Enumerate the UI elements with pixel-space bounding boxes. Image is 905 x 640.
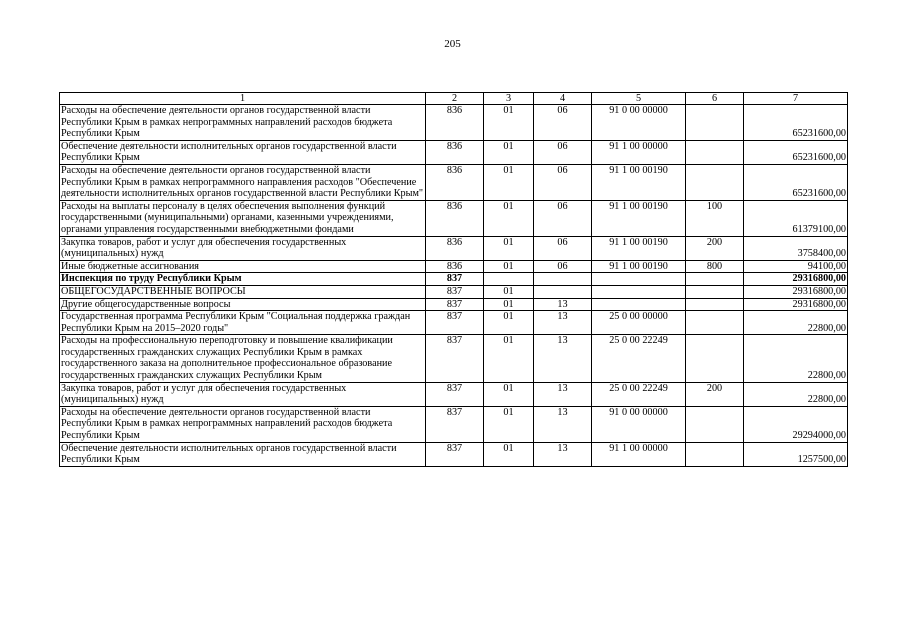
row-amount: 22800,00 [744,382,848,406]
row-target-article: 25 0 00 22249 [592,382,686,406]
row-amount: 3758400,00 [744,236,848,260]
row-section-code [484,273,534,286]
header-cell-7: 7 [744,93,848,105]
row-amount: 65231600,00 [744,105,848,141]
table-row [60,140,848,164]
table-row [60,285,848,298]
row-ministry-code: 837 [426,273,484,286]
row-ministry-code: 837 [426,382,484,406]
table-row [60,335,848,382]
row-expense-type [686,273,744,286]
row-section-code: 01 [484,236,534,260]
row-target-article: 91 1 00 00190 [592,200,686,236]
row-expense-type [686,406,744,442]
row-name: ОБЩЕГОСУДАРСТВЕННЫЕ ВОПРОСЫ [60,285,426,298]
row-section-code: 01 [484,442,534,466]
table-row [60,406,848,442]
row-section-code: 01 [484,200,534,236]
row-expense-type [686,335,744,382]
row-section-code: 01 [484,285,534,298]
row-expense-type [686,311,744,335]
row-amount: 94100,00 [744,260,848,273]
row-expense-type [686,105,744,141]
table-row [60,273,848,286]
row-expense-type: 100 [686,200,744,236]
table-row [60,260,848,273]
row-section-code: 01 [484,406,534,442]
row-target-article [592,285,686,298]
row-section-code: 01 [484,382,534,406]
row-expense-type [686,140,744,164]
row-amount: 22800,00 [744,311,848,335]
page-number: 205 [444,38,461,50]
row-section-code: 01 [484,105,534,141]
row-amount: 65231600,00 [744,140,848,164]
row-subsection-code: 06 [534,140,592,164]
row-section-code: 01 [484,311,534,335]
row-name: Другие общегосударственные вопросы [60,298,426,311]
row-subsection-code: 06 [534,105,592,141]
row-section-code: 01 [484,335,534,382]
row-target-article: 25 0 00 00000 [592,311,686,335]
row-target-article: 91 1 00 00190 [592,236,686,260]
row-subsection-code: 06 [534,200,592,236]
row-subsection-code: 13 [534,406,592,442]
row-name: Обеспечение деятельности исполнительных органов государственной власти Республики Крым [60,442,426,466]
row-amount: 29294000,00 [744,406,848,442]
row-target-article: 91 0 00 00000 [592,406,686,442]
row-target-article: 25 0 00 22249 [592,335,686,382]
row-name: Иные бюджетные ассигнования [60,260,426,273]
table-row [60,200,848,236]
row-expense-type [686,285,744,298]
row-section-code: 01 [484,164,534,200]
row-name: Расходы на обеспечение деятельности органов государственной власти Республики Крым в рамках непрограммных направлений расходов бюджета Республики Крым [60,105,426,141]
row-name: Обеспечение деятельности исполнительных органов государственной власти Республики Крым [60,140,426,164]
row-target-article: 91 1 00 00000 [592,140,686,164]
row-amount: 1257500,00 [744,442,848,466]
row-expense-type [686,298,744,311]
row-ministry-code: 837 [426,442,484,466]
row-target-article: 91 1 00 00190 [592,260,686,273]
row-target-article: 91 1 00 00190 [592,164,686,200]
row-ministry-code: 836 [426,164,484,200]
header-cell-1: 1 [60,93,426,105]
row-subsection-code [534,273,592,286]
row-expense-type [686,442,744,466]
table-row [60,298,848,311]
row-ministry-code: 837 [426,311,484,335]
row-section-code: 01 [484,140,534,164]
header-row [60,93,848,105]
row-amount: 29316800,00 [744,298,848,311]
row-ministry-code: 837 [426,335,484,382]
row-ministry-code: 836 [426,200,484,236]
table-row [60,382,848,406]
row-name: Закупка товаров, работ и услуг для обеспечения государственных (муниципальных) нужд [60,382,426,406]
row-ministry-code: 837 [426,285,484,298]
header-cell-6: 6 [686,93,744,105]
table-row [60,236,848,260]
row-name: Расходы на обеспечение деятельности органов государственной власти Республики Крым в рамках непрограммного направления расходов "Обеспечение деятельности исполнительных органов государственной власти Республики Крым" [60,164,426,200]
table-row [60,311,848,335]
row-section-code: 01 [484,298,534,311]
row-name: Расходы на выплаты персоналу в целях обеспечения выполнения функций государственными (муниципальными) органами, казенными учреждениями, органами управления государственными внебюджетными фондами [60,200,426,236]
row-amount: 61379100,00 [744,200,848,236]
header-cell-3: 3 [484,93,534,105]
header-cell-5: 5 [592,93,686,105]
row-ministry-code: 836 [426,260,484,273]
row-name: Расходы на обеспечение деятельности органов государственной власти Республики Крым в рамках непрограммных направлений расходов бюджета Республики Крым [60,406,426,442]
row-subsection-code: 13 [534,382,592,406]
row-target-article: 91 1 00 00000 [592,442,686,466]
row-name: Инспекция по труду Республики Крым [60,273,426,286]
table-body [60,105,848,467]
row-ministry-code: 837 [426,298,484,311]
row-subsection-code: 13 [534,335,592,382]
row-subsection-code: 06 [534,260,592,273]
row-section-code: 01 [484,260,534,273]
row-expense-type: 200 [686,382,744,406]
header-cell-4: 4 [534,93,592,105]
row-target-article: 91 0 00 00000 [592,105,686,141]
row-name: Расходы на профессиональную переподготовку и повышение квалификации государственных гражданских служащих Республики Крым в рамках государственного заказа на дополнительное профессиональное образование государственных гражданских служащих Республики Крым [60,335,426,382]
header-cell-2: 2 [426,93,484,105]
table-row [60,105,848,141]
table-row [60,442,848,466]
table-row [60,164,848,200]
row-expense-type: 800 [686,260,744,273]
row-ministry-code: 837 [426,406,484,442]
row-amount: 22800,00 [744,335,848,382]
row-target-article [592,273,686,286]
row-amount: 29316800,00 [744,285,848,298]
row-ministry-code: 836 [426,105,484,141]
budget-table [59,92,848,467]
row-name: Закупка товаров, работ и услуг для обеспечения государственных (муниципальных) нужд [60,236,426,260]
row-subsection-code: 13 [534,311,592,335]
row-expense-type: 200 [686,236,744,260]
row-amount: 29316800,00 [744,273,848,286]
row-name: Государственная программа Республики Крым "Социальная поддержка граждан Республики Крым на 2015–2020 годы" [60,311,426,335]
row-amount: 65231600,00 [744,164,848,200]
row-ministry-code: 836 [426,236,484,260]
row-expense-type [686,164,744,200]
row-subsection-code [534,285,592,298]
row-subsection-code: 06 [534,236,592,260]
row-subsection-code: 13 [534,298,592,311]
row-target-article [592,298,686,311]
row-subsection-code: 06 [534,164,592,200]
row-subsection-code: 13 [534,442,592,466]
row-ministry-code: 836 [426,140,484,164]
